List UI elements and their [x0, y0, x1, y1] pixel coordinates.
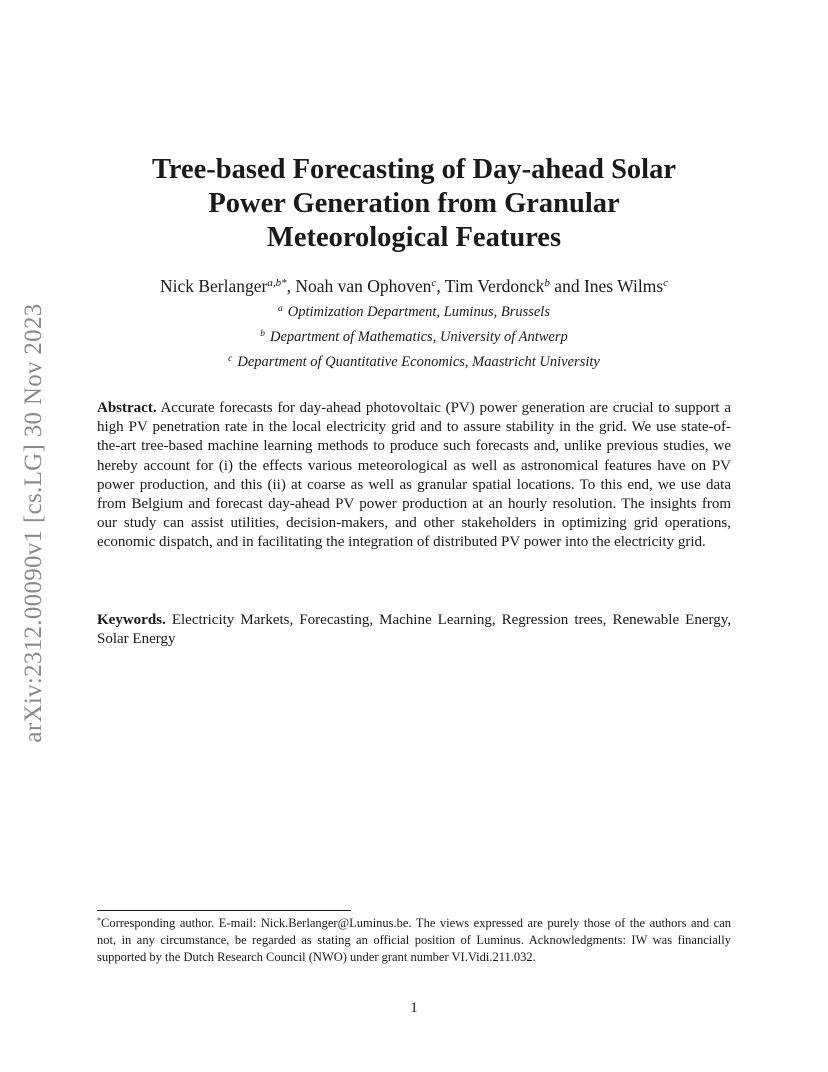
page-number: 1: [410, 1000, 418, 1016]
affiliation-c: $^c$ Department of Quantitative Economics, Maastricht University: [228, 354, 600, 370]
author-1: Nick Berlanger$^{a,b*}$,: [159, 276, 296, 296]
arxiv-identifier: arXiv:2312.00090v1 [cs.LG] 30 Nov 2023: [20, 303, 47, 743]
abstract-label: Abstract.: [97, 400, 157, 416]
keywords-label: Keywords.: [97, 612, 166, 628]
author-list: [90, 276, 738, 297]
author-3: Tim Verdonck$^b$ and: [444, 276, 584, 296]
affiliation-a: $^a$ Optimization Department, Luminus, Brussels: [278, 304, 550, 320]
title-line-3: Meteorological Features: [266, 222, 562, 253]
footnote-rule: [97, 910, 351, 911]
paper-title: [90, 153, 738, 255]
keywords: [97, 611, 731, 649]
keywords-text: Electricity Markets, Forecasting, Machine Learning, Regression trees, Renewable Energy, Solar Energy: [97, 612, 732, 648]
title-line-2: Power Generation from Granular: [208, 188, 620, 219]
author-4: Ines Wilms$^c$: [583, 276, 669, 296]
author-2: Noah van Ophoven$^c$,: [295, 276, 445, 296]
footnote-text: Corresponding author. E-mail: Nick.Berlanger@Luminus.be. The views expressed are purely those of the authors and can not, in any circumstance, be regarded as stating an official position of Luminus. Acknowledgments: IW was financially supported by the Dutch Research Council (NWO) under grant number VI.Vidi.211.032.: [97, 916, 731, 964]
footnote-mark: *: [97, 916, 101, 925]
arxiv-sidebar: [2, 288, 66, 758]
title-line-1: Tree-based Forecasting of Day-ahead Solar: [151, 154, 677, 185]
affiliation-b: $^b$ Department of Mathematics, University of Antwerp: [260, 329, 568, 345]
abstract-text: Accurate forecasts for day-ahead photovoltaic (PV) power generation are crucial to support a high PV penetration rate in the local electricity grid and to assure stability in the grid. We use state-of-the-art tree-based machine learning methods to produce such forecasts and, unlike previous studies, we hereby account for (i) the effects various meteorological as well as astronomical features have on PV power production, and this (ii) at coarse as well as granular spatial locations. To this end, we use data from Belgium and forecast day-ahead PV power production at an hourly resolution. The insights from our study can assist utilities, decision-makers, and other stakeholders in optimizing grid operations, economic dispatch, and in facilitating the integration of distributed PV power into the electricity grid.: [97, 400, 731, 551]
footnote: [97, 913, 731, 965]
abstract: [97, 399, 731, 553]
